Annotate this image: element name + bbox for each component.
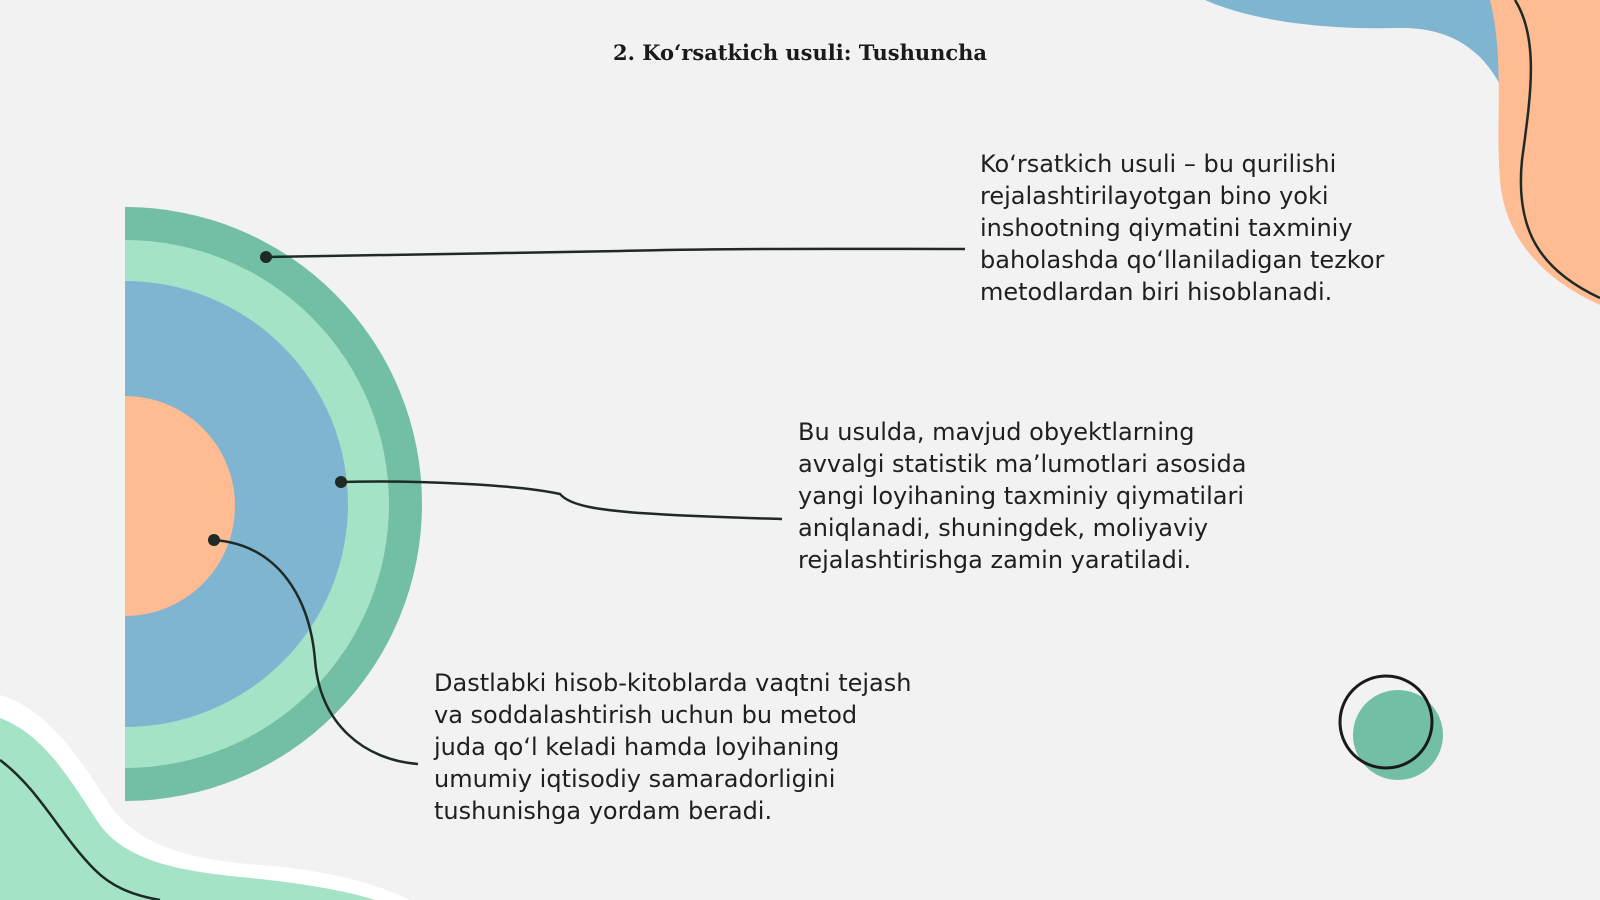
connector-dot-2 [335, 476, 347, 488]
concentric-target-graphic [125, 207, 422, 801]
paragraph-definition: Ko‘rsatkich usuli – bu qurilishi rejalashtirilayotgan bino yoki inshootning qiymatini taxminiy baholashda qo‘llaniladigan tezkor metodlardan biri hisoblanadi. [980, 150, 1385, 306]
paragraph-benefits: Dastlabki hisob-kitoblarda vaqtni tejash va soddalashtirish uchun bu metod juda qo‘l keladi hamda loyihaning umumiy iqtisodiy samaradorligini tushunishga yordam beradi. [434, 669, 912, 825]
slide-title: 2. Koʻrsatkich usuli: Tushuncha [612, 40, 988, 65]
connector-dot-1 [260, 251, 272, 263]
connector-dot-3 [208, 534, 220, 546]
paragraph-statistics: Bu usulda, mavjud obyektlarning avvalgi statistik ma’lumotlari asosida yangi loyihaning taxminiy qiymatilari aniqlanadi, shuningdek, moliyaviy rejalashtirishga zamin yaratiladi. [798, 418, 1247, 574]
connector-line-1 [266, 249, 965, 257]
